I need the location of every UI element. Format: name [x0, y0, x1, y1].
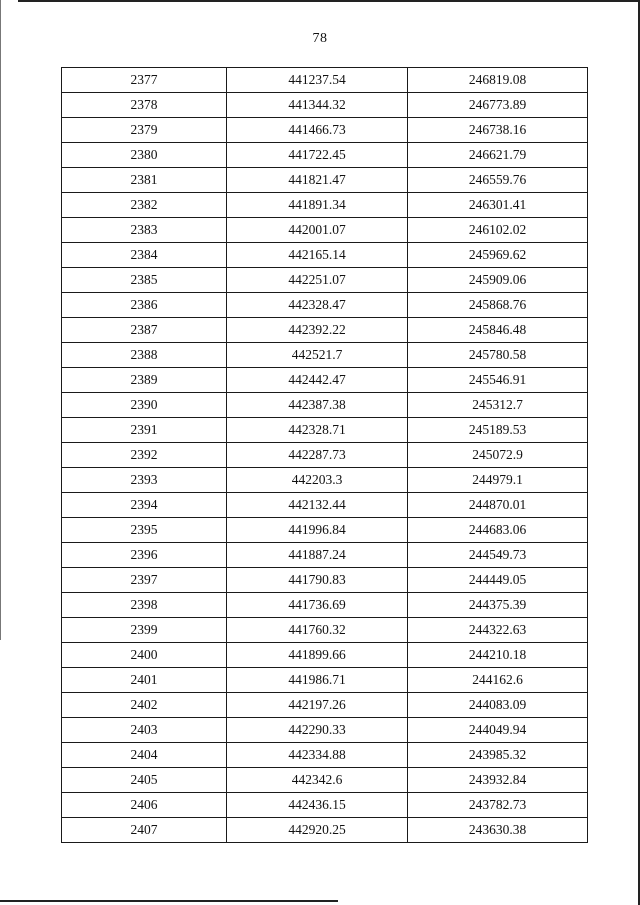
table-row: [62, 318, 588, 343]
table-row: [62, 368, 588, 393]
table-row: [62, 93, 588, 118]
y-coordinate-cell: 245846.48: [408, 318, 588, 343]
y-coordinate-cell: 243782.73: [408, 793, 588, 818]
y-coordinate-cell: 244049.94: [408, 718, 588, 743]
point-number-cell: 2377: [62, 68, 227, 93]
x-coordinate-cell: 441996.84: [227, 518, 408, 543]
table-row: [62, 418, 588, 443]
y-coordinate-cell: 246738.16: [408, 118, 588, 143]
x-coordinate-cell: 442920.25: [227, 818, 408, 843]
y-coordinate-cell: 246819.08: [408, 68, 588, 93]
x-coordinate-cell: 442521.7: [227, 343, 408, 368]
table-row: [62, 143, 588, 168]
point-number-cell: 2378: [62, 93, 227, 118]
y-coordinate-cell: 244375.39: [408, 593, 588, 618]
point-number-cell: 2400: [62, 643, 227, 668]
x-coordinate-cell: 441899.66: [227, 643, 408, 668]
table-row: [62, 268, 588, 293]
table-row: [62, 468, 588, 493]
y-coordinate-cell: 244870.01: [408, 493, 588, 518]
table-row: [62, 818, 588, 843]
x-coordinate-cell: 441237.54: [227, 68, 408, 93]
x-coordinate-cell: 442287.73: [227, 443, 408, 468]
x-coordinate-cell: 442328.47: [227, 293, 408, 318]
y-coordinate-cell: 244210.18: [408, 643, 588, 668]
table-row: [62, 343, 588, 368]
point-number-cell: 2386: [62, 293, 227, 318]
y-coordinate-cell: 245189.53: [408, 418, 588, 443]
y-coordinate-cell: 244549.73: [408, 543, 588, 568]
y-coordinate-cell: 245312.7: [408, 393, 588, 418]
x-coordinate-cell: 442328.71: [227, 418, 408, 443]
point-number-cell: 2389: [62, 368, 227, 393]
y-coordinate-cell: 244449.05: [408, 568, 588, 593]
point-number-cell: 2394: [62, 493, 227, 518]
point-number-cell: 2388: [62, 343, 227, 368]
y-coordinate-cell: 244683.06: [408, 518, 588, 543]
point-number-cell: 2383: [62, 218, 227, 243]
point-number-cell: 2381: [62, 168, 227, 193]
x-coordinate-cell: 442442.47: [227, 368, 408, 393]
x-coordinate-cell: 442251.07: [227, 268, 408, 293]
point-number-cell: 2401: [62, 668, 227, 693]
x-coordinate-cell: 441986.71: [227, 668, 408, 693]
point-number-cell: 2384: [62, 243, 227, 268]
y-coordinate-cell: 243630.38: [408, 818, 588, 843]
table-row: [62, 118, 588, 143]
table-row: [62, 168, 588, 193]
point-number-cell: 2402: [62, 693, 227, 718]
point-number-cell: 2385: [62, 268, 227, 293]
x-coordinate-cell: 442203.3: [227, 468, 408, 493]
point-number-cell: 2396: [62, 543, 227, 568]
coordinates-table-body: [62, 68, 588, 843]
table-row: [62, 693, 588, 718]
x-coordinate-cell: 441821.47: [227, 168, 408, 193]
point-number-cell: 2380: [62, 143, 227, 168]
point-number-cell: 2393: [62, 468, 227, 493]
y-coordinate-cell: 246301.41: [408, 193, 588, 218]
point-number-cell: 2407: [62, 818, 227, 843]
x-coordinate-cell: 442392.22: [227, 318, 408, 343]
coordinates-table: [61, 67, 588, 843]
y-coordinate-cell: 246102.02: [408, 218, 588, 243]
x-coordinate-cell: 442436.15: [227, 793, 408, 818]
y-coordinate-cell: 243985.32: [408, 743, 588, 768]
table-row: [62, 618, 588, 643]
x-coordinate-cell: 441887.24: [227, 543, 408, 568]
point-number-cell: 2399: [62, 618, 227, 643]
point-number-cell: 2390: [62, 393, 227, 418]
table-row: [62, 518, 588, 543]
x-coordinate-cell: 442387.38: [227, 393, 408, 418]
y-coordinate-cell: 245969.62: [408, 243, 588, 268]
point-number-cell: 2403: [62, 718, 227, 743]
y-coordinate-cell: 244162.6: [408, 668, 588, 693]
y-coordinate-cell: 245780.58: [408, 343, 588, 368]
point-number-cell: 2387: [62, 318, 227, 343]
table-row: [62, 293, 588, 318]
y-coordinate-cell: 245072.9: [408, 443, 588, 468]
x-coordinate-cell: 441760.32: [227, 618, 408, 643]
y-coordinate-cell: 243932.84: [408, 768, 588, 793]
x-coordinate-cell: 442132.44: [227, 493, 408, 518]
table-row: [62, 768, 588, 793]
table-row: [62, 443, 588, 468]
point-number-cell: 2391: [62, 418, 227, 443]
x-coordinate-cell: 442001.07: [227, 218, 408, 243]
table-row: [62, 593, 588, 618]
point-number-cell: 2406: [62, 793, 227, 818]
y-coordinate-cell: 244979.1: [408, 468, 588, 493]
x-coordinate-cell: 441466.73: [227, 118, 408, 143]
table-row: [62, 668, 588, 693]
point-number-cell: 2395: [62, 518, 227, 543]
table-row: [62, 718, 588, 743]
point-number-cell: 2382: [62, 193, 227, 218]
y-coordinate-cell: 246621.79: [408, 143, 588, 168]
scan-border-bottom: [0, 900, 338, 902]
y-coordinate-cell: 245909.06: [408, 268, 588, 293]
point-number-cell: 2405: [62, 768, 227, 793]
x-coordinate-cell: 442334.88: [227, 743, 408, 768]
x-coordinate-cell: 442342.6: [227, 768, 408, 793]
scan-border-top: [18, 0, 640, 2]
x-coordinate-cell: 441722.45: [227, 143, 408, 168]
page-number: 78: [312, 31, 328, 46]
table-row: [62, 643, 588, 668]
table-row: [62, 568, 588, 593]
point-number-cell: 2404: [62, 743, 227, 768]
x-coordinate-cell: 442197.26: [227, 693, 408, 718]
y-coordinate-cell: 244083.09: [408, 693, 588, 718]
y-coordinate-cell: 246559.76: [408, 168, 588, 193]
x-coordinate-cell: 441344.32: [227, 93, 408, 118]
x-coordinate-cell: 441790.83: [227, 568, 408, 593]
x-coordinate-cell: 442290.33: [227, 718, 408, 743]
point-number-cell: 2379: [62, 118, 227, 143]
point-number-cell: 2392: [62, 443, 227, 468]
x-coordinate-cell: 441736.69: [227, 593, 408, 618]
table-row: [62, 218, 588, 243]
scan-border-left: [0, 0, 1, 640]
table-row: [62, 543, 588, 568]
table-row: [62, 243, 588, 268]
y-coordinate-cell: 245546.91: [408, 368, 588, 393]
table-row: [62, 193, 588, 218]
point-number-cell: 2398: [62, 593, 227, 618]
table-row: [62, 393, 588, 418]
y-coordinate-cell: 244322.63: [408, 618, 588, 643]
point-number-cell: 2397: [62, 568, 227, 593]
y-coordinate-cell: 246773.89: [408, 93, 588, 118]
x-coordinate-cell: 441891.34: [227, 193, 408, 218]
table-row: [62, 493, 588, 518]
x-coordinate-cell: 442165.14: [227, 243, 408, 268]
table-row: [62, 743, 588, 768]
table-row: [62, 68, 588, 93]
table-row: [62, 793, 588, 818]
y-coordinate-cell: 245868.76: [408, 293, 588, 318]
